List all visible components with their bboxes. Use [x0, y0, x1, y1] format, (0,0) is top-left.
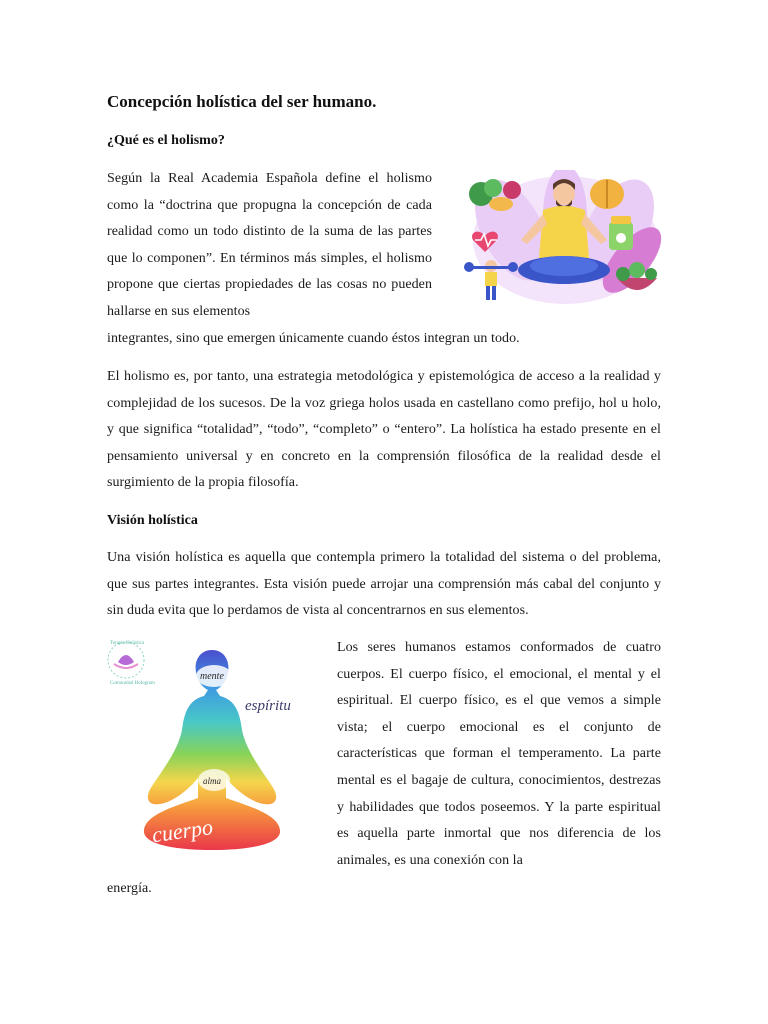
paragraph-2: El holismo es, por tanto, una estrategia metodológica y epistemológica de acceso a la realidad y complejidad de los sucesos. De la voz griega holos usada en castellano como prefijo, hol u holo, y que significa “totalidad”, “todo”, “completo” o “entero”. La holística ha estado presente en el pensamiento universal y en concreto en la comprensión filosófica de la realidad desde el surgimiento de la propia filosofía.	[107, 369, 661, 491]
label-cuerpo: cuerpo	[150, 814, 215, 848]
logo-text-top: Terapia Holística	[110, 641, 145, 646]
paragraph-1-tail: integrantes, sino que emergen únicamente cuando éstos integran un todo.	[107, 331, 520, 346]
section-heading-vision: Visión holística	[107, 513, 198, 528]
section-heading-holismo: ¿Qué es el holismo?	[107, 133, 225, 148]
paragraph-4-tail: energía.	[107, 881, 152, 896]
label-espiritu: espíritu	[245, 698, 291, 714]
label-alma: alma	[203, 776, 221, 786]
logo-text-bottom: Comunidad Hologram	[110, 681, 155, 686]
chakra-silhouette-illustration	[104, 638, 322, 860]
page-title: Concepción holística del ser humano.	[107, 92, 377, 111]
paragraph-1-wrapped: Según la Real Academia Española define el holismo como la “doctrina que propugna la concepción de cada realidad como un todo distinto de la suma de las partes que lo componen”. En términos más simples, el holismo propone que ciertas propiedades de las cosas no pueden hallarse en sus elementos	[107, 171, 432, 319]
paragraph-4-wrapped: Los seres humanos estamos conformados de cuatro cuerpos. El cuerpo físico, el emocional, el mental y el espiritual. El cuerpo físico, es el que vemos a simple vista; el cuerpo emocional es el conjunto de características que forman el temperamento. La parte mental es el bagaje de cultura, conocimientos, destrezas y habilidades que todos poseemos. Y la parte espiritual es aquella parte inmortal que nos diferencia de los animales, es una conexión con la	[337, 640, 661, 868]
meditation-illustration	[457, 170, 669, 320]
paragraph-3: Una visión holística es aquella que contempla primero la totalidad del sistema o del problema, que sus partes integrantes. Esta visión puede arrojar una comprensión más cabal del conjunto y sin duda evita que lo perdamos de vista al concentrarnos en sus elementos.	[107, 550, 661, 619]
label-mente: mente	[200, 671, 224, 682]
